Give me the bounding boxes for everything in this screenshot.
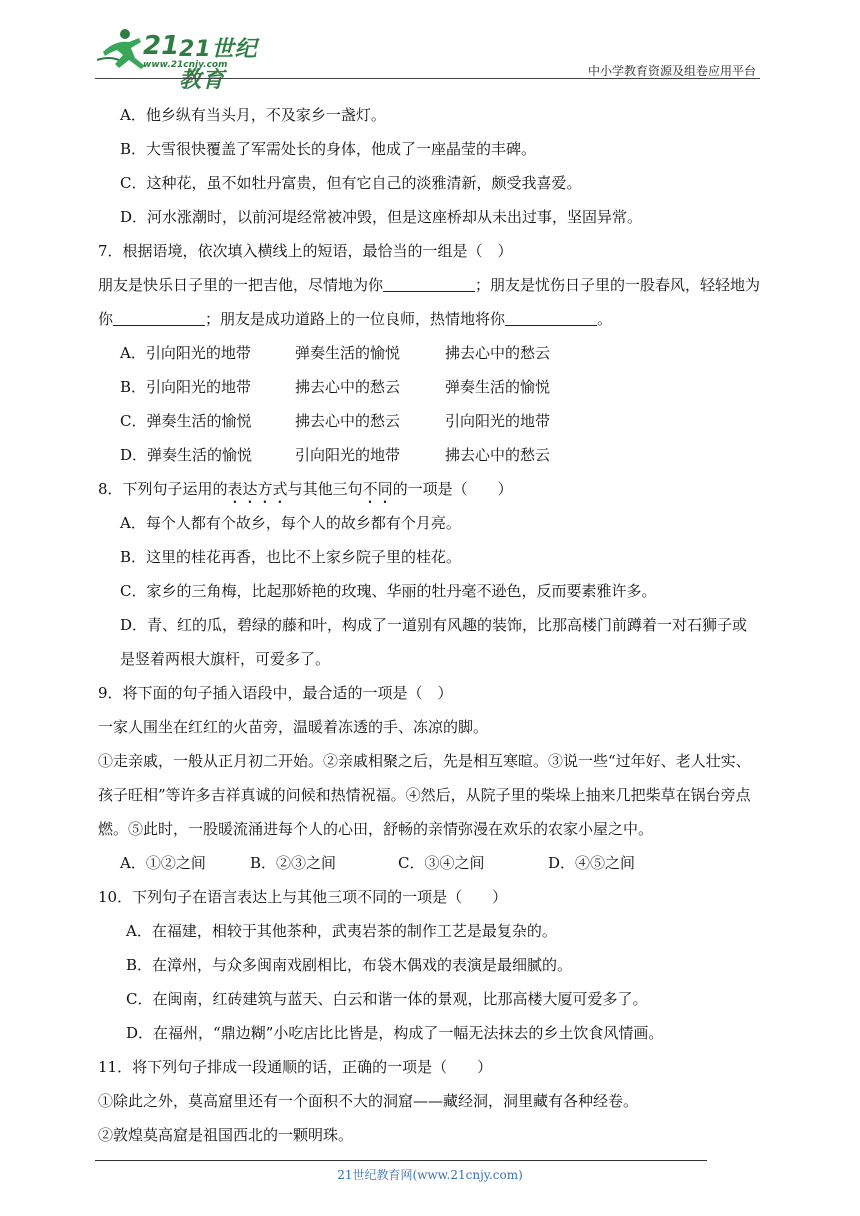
q10-option-d: D．在福州，“鼎边糊”小吃店比比皆是，构成了一幅无法抹去的乡土饮食风情画。 — [126, 1024, 664, 1042]
site-logo — [95, 22, 265, 93]
q6-option-c: C．这种花，虽不如牡丹富贵，但有它自己的淡雅清新，颇受我喜爱。 — [120, 174, 582, 192]
logo-url: www.21cnjy.com — [143, 60, 228, 70]
q9-sentence: 一家人围坐在红红的火苗旁，温暖着冻透的手、冻凉的脚。 — [98, 718, 489, 736]
q7-option-b: B．引向阳光的地带 拂去心中的愁云 弹奏生活的愉悦 — [120, 378, 551, 396]
q7-option-a: A．引向阳光的地带 弹奏生活的愉悦 拂去心中的愁云 — [120, 344, 551, 362]
q6-option-b: B．大雪很快覆盖了军需处长的身体，他成了一座晶莹的丰碑。 — [120, 140, 537, 158]
q8-option-a: A．每个人都有个故乡，每个人的故乡都有个月亮。 — [120, 514, 461, 532]
q11-stem: 11．将下列句子排成一段通顺的话，正确的一项是（ ） — [98, 1058, 493, 1076]
blank-3 — [505, 311, 597, 326]
header-divider — [95, 78, 760, 79]
q10-stem: 10．下列句子在语言表达上与其他三项不同的一项是（ ） — [98, 888, 508, 906]
q9-stem: 9．将下面的句子插入语段中，最合适的一项是（ ） — [98, 684, 453, 702]
q10-option-b: B．在漳州，与众多闽南戏剧相比，布袋木偶戏的表演是最细腻的。 — [126, 956, 573, 974]
q9-options: A．①②之间 B．②③之间 C．③④之间 D．④⑤之间 — [120, 854, 636, 872]
blank-2 — [113, 311, 205, 326]
q11-sentence-1: ①除此之外，莫高窟里还有一个面积不大的洞窟——藏经洞，洞里藏有各种经卷。 — [98, 1092, 639, 1110]
emphasis-dots-2: 不同 — [362, 480, 393, 498]
q6-option-d: D．河水涨潮时，以前河堤经常被冲毁，但是这座桥却从未出过事，坚固异常。 — [120, 208, 643, 226]
q9-passage-line-1: ①走亲戚，一般从正月初二开始。②亲戚相聚之后，先是相互寒暄。③说一些“过年好、老人壮实、 — [98, 752, 751, 770]
svg-text:21: 21 — [143, 31, 180, 61]
q8-option-c: C．家乡的三角梅，比起那娇艳的玫瑰、华丽的牡丹毫不逊色，反而要素雅许多。 — [120, 582, 657, 600]
q7-option-c: C．弹奏生活的愉悦 拂去心中的愁云 引向阳光的地带 — [120, 412, 551, 430]
q9-passage-line-3: 燃。⑤此时，一股暖流涌进每个人的心田，舒畅的亲情弥漫在欢乐的农家小屋之中。 — [98, 820, 654, 838]
footer-divider — [95, 1160, 707, 1161]
q7-option-d: D．弹奏生活的愉悦 引向阳光的地带 拂去心中的愁云 — [120, 446, 551, 464]
q10-option-c: C．在闽南，红砖建筑与蓝天、白云和谐一体的景观，比那高楼大厦可爱多了。 — [126, 990, 648, 1008]
q7-stem: 7．根据语境，依次填入横线上的短语，最恰当的一组是（ ） — [98, 242, 513, 260]
page-footer: 21世纪教育网(www.21cnjy.com) — [337, 1168, 523, 1182]
q11-sentence-2: ②敦煌莫高窟是祖国西北的一颗明珠。 — [98, 1126, 354, 1144]
blank-1 — [383, 277, 475, 292]
logo-text: 21世纪教育 — [179, 37, 258, 93]
q7-passage-line-1: 朋友是快乐日子里的一把吉他，尽情地为你 ；朋友是忧伤日子里的一股春风，轻轻地为 — [98, 276, 761, 294]
platform-name: 中小学教育资源及组卷应用平台 — [587, 64, 756, 78]
q9-passage-line-2: 孩子旺相”等许多吉祥真诚的问候和热情祝福。④然后，从院子里的柴垛上抽来几把柴草在锅台旁点 — [98, 786, 751, 804]
q8-option-d-line-2: 是竖着两根大旗杆，可爱多了。 — [120, 650, 331, 668]
emphasis-dots-1: 表达方式 — [227, 480, 288, 498]
q8-option-d-line-1: D．青、红的瓜，碧绿的藤和叶，构成了一道别有风趣的装饰，比那高楼门前蹲着一对石狮子或 — [120, 616, 748, 634]
q8-stem: 8．下列句子运用的表达方式与其他三句不同的一项是（ ） — [98, 480, 513, 498]
q8-option-b: B．这里的桂花再香，也比不上家乡院子里的桂花。 — [120, 548, 462, 566]
q6-option-a: A．他乡纵有当头月，不及家乡一盏灯。 — [120, 106, 386, 124]
q7-passage-line-2: 你 ；朋友是成功道路上的一位良师，热情地将你 。 — [98, 310, 613, 328]
page-header — [95, 22, 760, 93]
q10-option-a: A．在福建，相较于其他茶种，武夷岩茶的制作工艺是最复杂的。 — [126, 922, 557, 940]
